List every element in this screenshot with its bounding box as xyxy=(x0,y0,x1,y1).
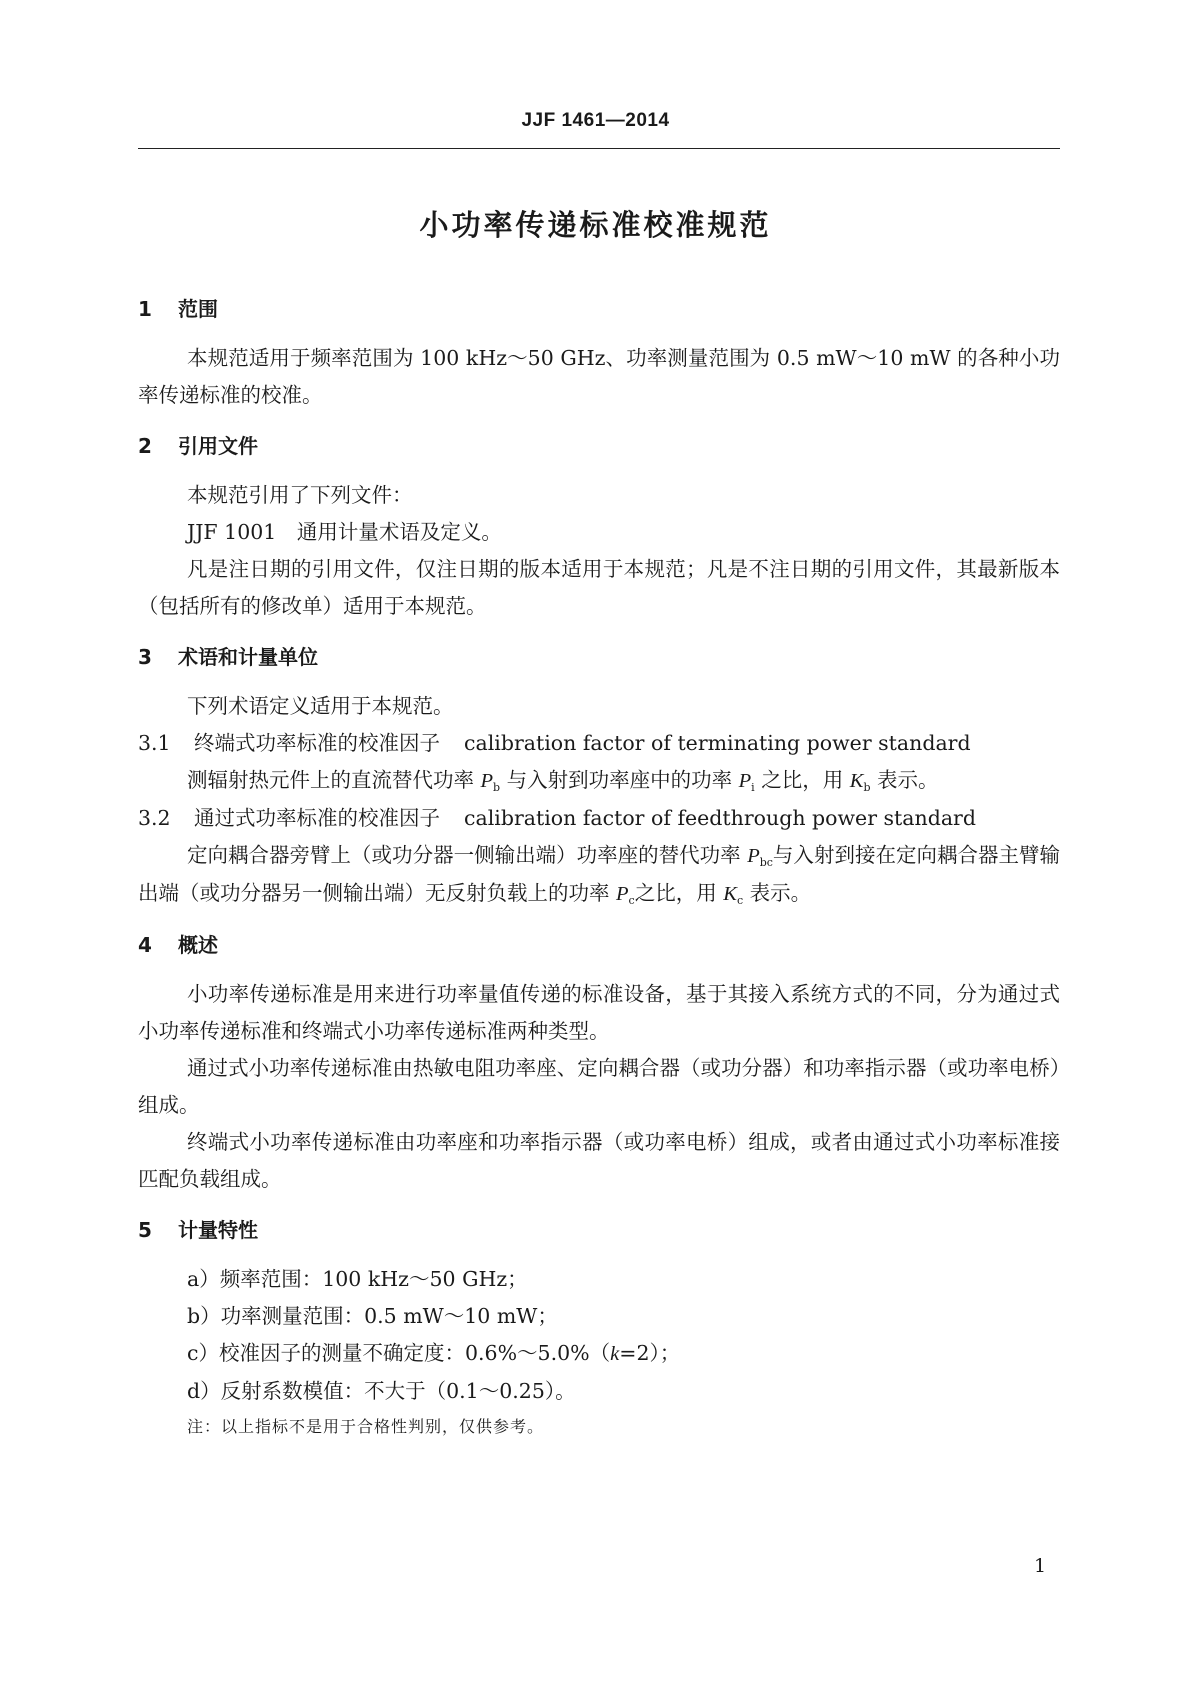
symbol: K xyxy=(723,883,737,905)
section-heading xyxy=(138,1214,1060,1246)
symbol: P xyxy=(738,770,752,792)
clause-heading xyxy=(138,725,1060,762)
paragraph: 小功率传递标准是用来进行功率量值传递的标准设备，基于其接入系统方式的不同，分为通过式小功率传递标准和终端式小功率传递标准两种类型。 xyxy=(138,982,1060,1043)
list-item: d）反射系数模值：不大于（0.1～0.25）。 xyxy=(187,1379,576,1403)
term-english: calibration factor of terminating power standard xyxy=(464,731,971,755)
term-english: calibration factor of feedthrough power standard xyxy=(464,806,976,830)
term-chinese: 终端式功率标准的校准因子 xyxy=(194,731,440,755)
symbol: k xyxy=(610,1343,620,1365)
section-title: 概述 xyxy=(178,933,218,957)
section-references xyxy=(138,430,1060,625)
section-number: 5 xyxy=(138,1218,152,1242)
paragraph: 凡是注日期的引用文件，仅注日期的版本适用于本规范；凡是不注日期的引用文件，其最新版本（包括所有的修改单）适用于本规范。 xyxy=(138,557,1060,618)
paragraph: 本规范引用了下列文件： xyxy=(187,483,413,507)
section-heading xyxy=(138,293,1060,325)
section-metrological-characteristics xyxy=(138,1214,1060,1444)
section-scope xyxy=(138,293,1060,414)
section-title: 引用文件 xyxy=(178,434,258,458)
reference-item: JJF 1001 通用计量术语及定义。 xyxy=(187,520,502,544)
symbol: K xyxy=(849,770,864,792)
list-item: c）校准因子的测量不确定度：0.6%～5.0%（k=2）； xyxy=(187,1341,681,1365)
symbol: P xyxy=(747,845,760,867)
clause-number: 3.1 xyxy=(138,731,171,755)
note: 注：以上指标不是用于合格性判别，仅供参考。 xyxy=(187,1417,545,1436)
section-number: 1 xyxy=(138,297,152,321)
page-number: 1 xyxy=(1034,1555,1047,1577)
section-title: 计量特性 xyxy=(178,1218,258,1242)
header-rule xyxy=(138,148,1060,149)
section-number: 2 xyxy=(138,434,152,458)
document-body xyxy=(138,293,1060,1444)
symbol: P xyxy=(480,770,494,792)
paragraph: 下列术语定义适用于本规范。 xyxy=(187,694,454,718)
symbol: P xyxy=(616,883,629,905)
document-title: 小功率传递标准校准规范 xyxy=(419,208,772,242)
section-heading xyxy=(138,929,1060,961)
paragraph: 通过式小功率传递标准由热敏电阻功率座、定向耦合器（或功分器）和功率指示器（或功率电桥）组成。 xyxy=(138,1056,1060,1117)
section-title: 术语和计量单位 xyxy=(178,645,318,669)
definition: 定向耦合器旁臂上（或功分器一侧输出端）功率座的替代功率 $P_{bc}$与入射到接在定向耦合器主臂输出端（或功分器另一侧输出端）无反射负载上的功率 $P_c$之比，用 $K_c$ 表示。 xyxy=(138,843,1061,907)
section-title: 范围 xyxy=(178,297,218,321)
clause-number: 3.2 xyxy=(138,806,171,830)
section-heading xyxy=(138,641,1060,673)
section-number: 3 xyxy=(138,645,152,669)
standard-code: JJF 1461—2014 xyxy=(521,110,670,131)
term-chinese: 通过式功率标准的校准因子 xyxy=(194,806,440,830)
list-item: a）频率范围：100 kHz～50 GHz； xyxy=(187,1267,528,1291)
clause-heading xyxy=(138,800,1060,837)
section-number: 4 xyxy=(138,933,152,957)
list-item: b）功率测量范围：0.5 mW～10 mW； xyxy=(187,1304,558,1328)
section-terms xyxy=(138,641,1060,913)
section-overview xyxy=(138,929,1060,1198)
definition: 测辐射热元件上的直流替代功率 $P_b$ 与入射到功率座中的功率 $P_i$ 之比，用 $K_b$ 表示。 xyxy=(187,768,939,794)
section-heading xyxy=(138,430,1060,462)
paragraph: 终端式小功率传递标准由功率座和功率指示器（或功率电桥）组成，或者由通过式小功率标准接匹配负载组成。 xyxy=(138,1130,1060,1191)
paragraph: 本规范适用于频率范围为 100 kHz～50 GHz、功率测量范围为 0.5 mW～10 mW 的各种小功率传递标准的校准。 xyxy=(138,346,1060,407)
